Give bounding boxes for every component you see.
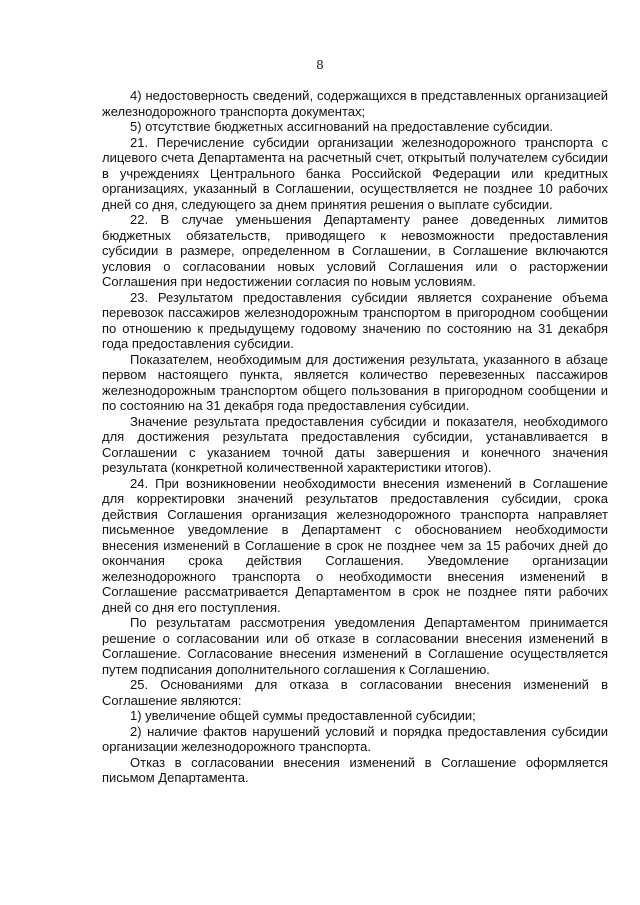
paragraph-24-decision: По результатам рассмотрения уведомления Департаментом принимается решение о согласовании или об отказе в согласовании внесения изменений в Соглашение. Согласование внесения изменений в Соглашение осуществляется путем подписания дополнительного соглашения к Соглашению.: [102, 615, 608, 677]
paragraph-25-item-2: 2) наличие фактов нарушений условий и порядка предоставления субсидии организации железнодорожного транспорта.: [102, 723, 608, 754]
paragraph-25-item-1: 1) увеличение общей суммы предоставленной субсидии;: [130, 708, 476, 723]
paragraph-21: 21. Перечисление субсидии организации железнодорожного транспорта с лицевого счета Департамента на расчетный счет, открытый получателем субсидии в учреждениях Центрального банка Российской Федерации или кредитных организациях, указанный в Соглашении, осуществляется не позднее 10 рабочих дней со дня, следующего за днем принятия решения о выплате субсидии.: [102, 134, 608, 212]
paragraph-23: 23. Результатом предоставления субсидии является сохранение объема перевозок пассажиров железнодорожным транспортом в пригородном сообщении по отношению к предыдущему годовому значению по состоянию на 31 декабря года предоставления субсидии.: [102, 289, 608, 351]
page-number: 8: [316, 58, 324, 72]
paragraph-item-4: 4) недостоверность сведений, содержащихся в представленных организацией железнодорожного транспорта документах;: [102, 88, 608, 119]
paragraph-23-indicator: Показателем, необходимым для достижения результата, указанного в абзаце первом настоящего пункта, является количество перевезенных пассажиров железнодорожным транспортом общего пользования в пригородном сообщении и по состоянию на 31 декабря года предоставления субсидии.: [102, 351, 608, 413]
paragraph-item-5: 5) отсутствие бюджетных ассигнований на предоставление субсидии.: [130, 119, 553, 134]
document-body: [102, 88, 608, 786]
paragraph-24: 24. При возникновении необходимости внесения изменений в Соглашение для корректировки значений результатов предоставления субсидии, срока действия Соглашения организация железнодорожного транспорта направляет письменное уведомление в Департамент с обоснованием необходимости внесения изменений в Соглашение в срок не позднее чем за 15 рабочих дней до окончания срока действия Соглашения. Уведомление организации железнодорожного транспорта о необходимости внесения изменений в Соглашение рассматривается Департаментом в срок не позднее пяти рабочих дней со дня его поступления.: [102, 475, 608, 615]
paragraph-25: 25. Основаниями для отказа в согласовании внесения изменений в Соглашение являются:: [102, 677, 608, 708]
paragraph-23-value: Значение результата предоставления субсидии и показателя, необходимого для достижения результата предоставления субсидии, устанавливается в Соглашении с указанием точной даты завершения и конечного значения результата (конкретной количественной характеристики итогов).: [102, 413, 608, 475]
paragraph-refusal: Отказ в согласовании внесения изменений в Соглашение оформляется письмом Департамента.: [102, 754, 608, 785]
paragraph-22: 22. В случае уменьшения Департаменту ранее доведенных лимитов бюджетных обязательств, приводящего к невозможности предоставления субсидии в размере, определенном в Соглашении, в Соглашение включаются условия о согласовании новых условий Соглашения или о расторжении Соглашения при недостижении согласия по новым условиям.: [102, 212, 608, 289]
